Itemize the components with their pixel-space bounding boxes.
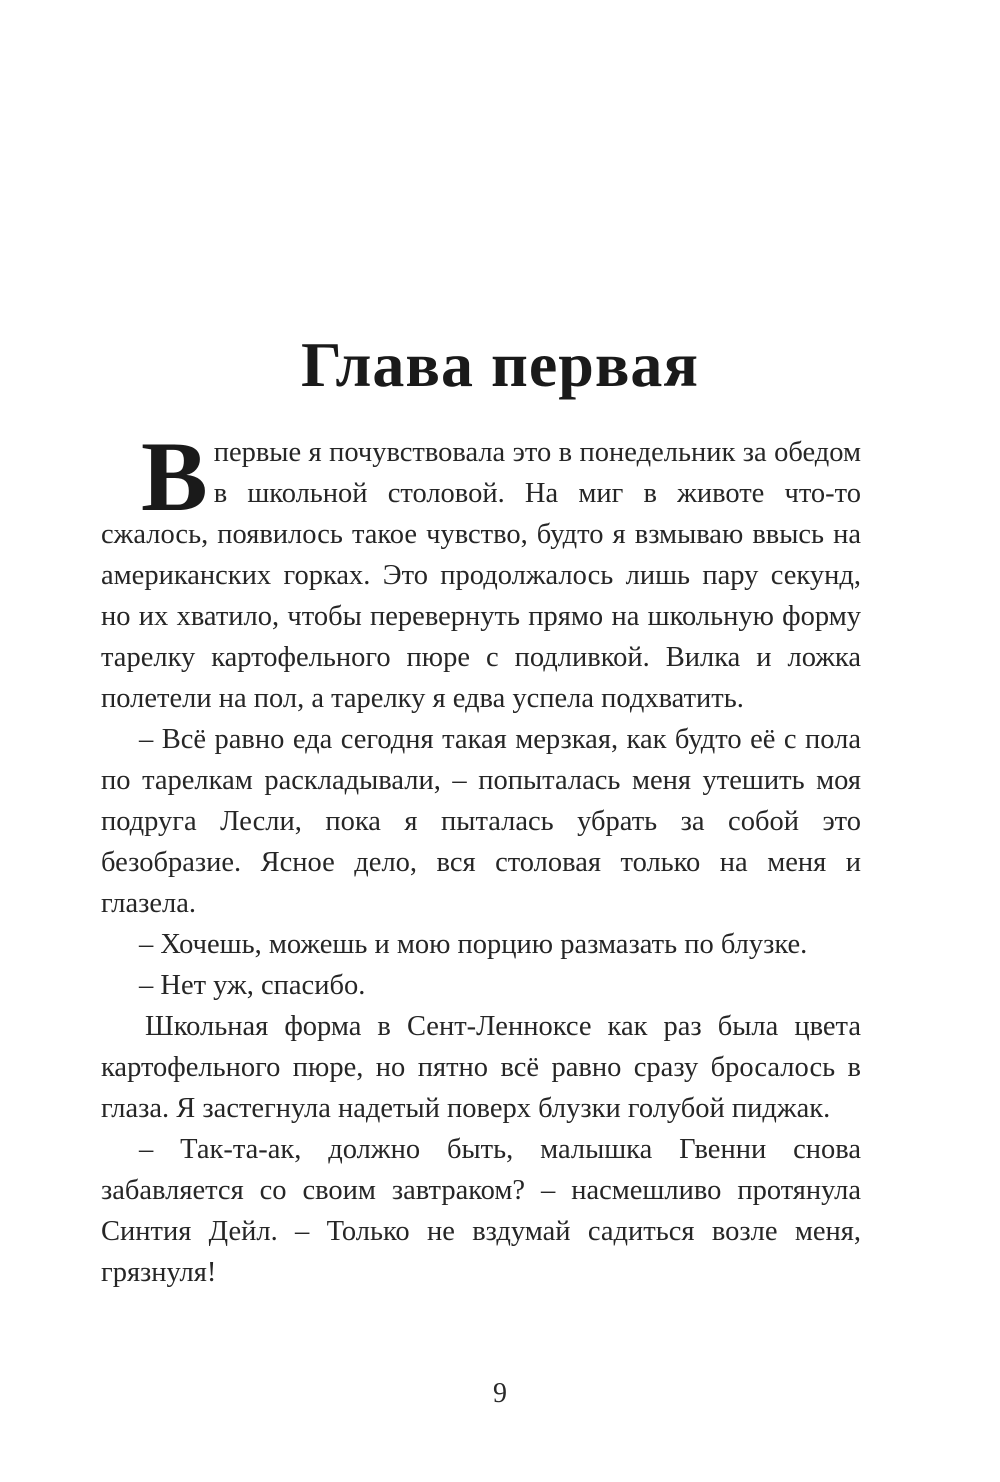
paragraph-5: Школьная форма в Сент-Леннoксе как раз была цвета картофельного пюре, но пятно всё равно сразу бросалось в глаза. Я застегнула надетый поверх блузки голубой пиджак.	[101, 1011, 861, 1124]
page-number: 9	[493, 1378, 507, 1409]
paragraph-1-text: первые я почувствовала это в понедельник за обедом в школьной столовой. На миг в животе что-то сжалось, появилось такое чувство, будто я взмываю ввысь на американских горках. Это продолжалось лишь пару секунд, но их хватило, чтобы перевернуть прямо на школьную форму тарелку картофельного пюре с подливкой. Вилка и ложка полетели на пол, а тарелку я едва успела подхватить.	[101, 437, 861, 714]
chapter-title: Глава первая	[300, 329, 700, 400]
chapter-body	[101, 421, 861, 1293]
paragraph-3: – Хочешь, можешь и мою порцию размазать по блузке.	[139, 929, 808, 960]
paragraph-1	[101, 421, 861, 719]
paragraph-6: – Так-та-ак, должно быть, малышка Гвенни снова забавляется со своим завтраком? – насмешливо протянула Синтия Дейл. – Только не вздумай садиться возле меня, грязнуля!	[101, 1134, 861, 1288]
drop-cap: В	[141, 421, 208, 532]
paragraph-4: – Нет уж, спасибо.	[139, 970, 366, 1001]
paragraph-2: – Всё равно еда сегодня такая мерзкая, как будто её с пола по тарелкам раскладывали, – попыталась меня утешить моя подруга Лесли, пока я пыталась убрать за собой это безобразие. Ясное дело, вся столовая только на меня и глазела.	[101, 724, 861, 919]
